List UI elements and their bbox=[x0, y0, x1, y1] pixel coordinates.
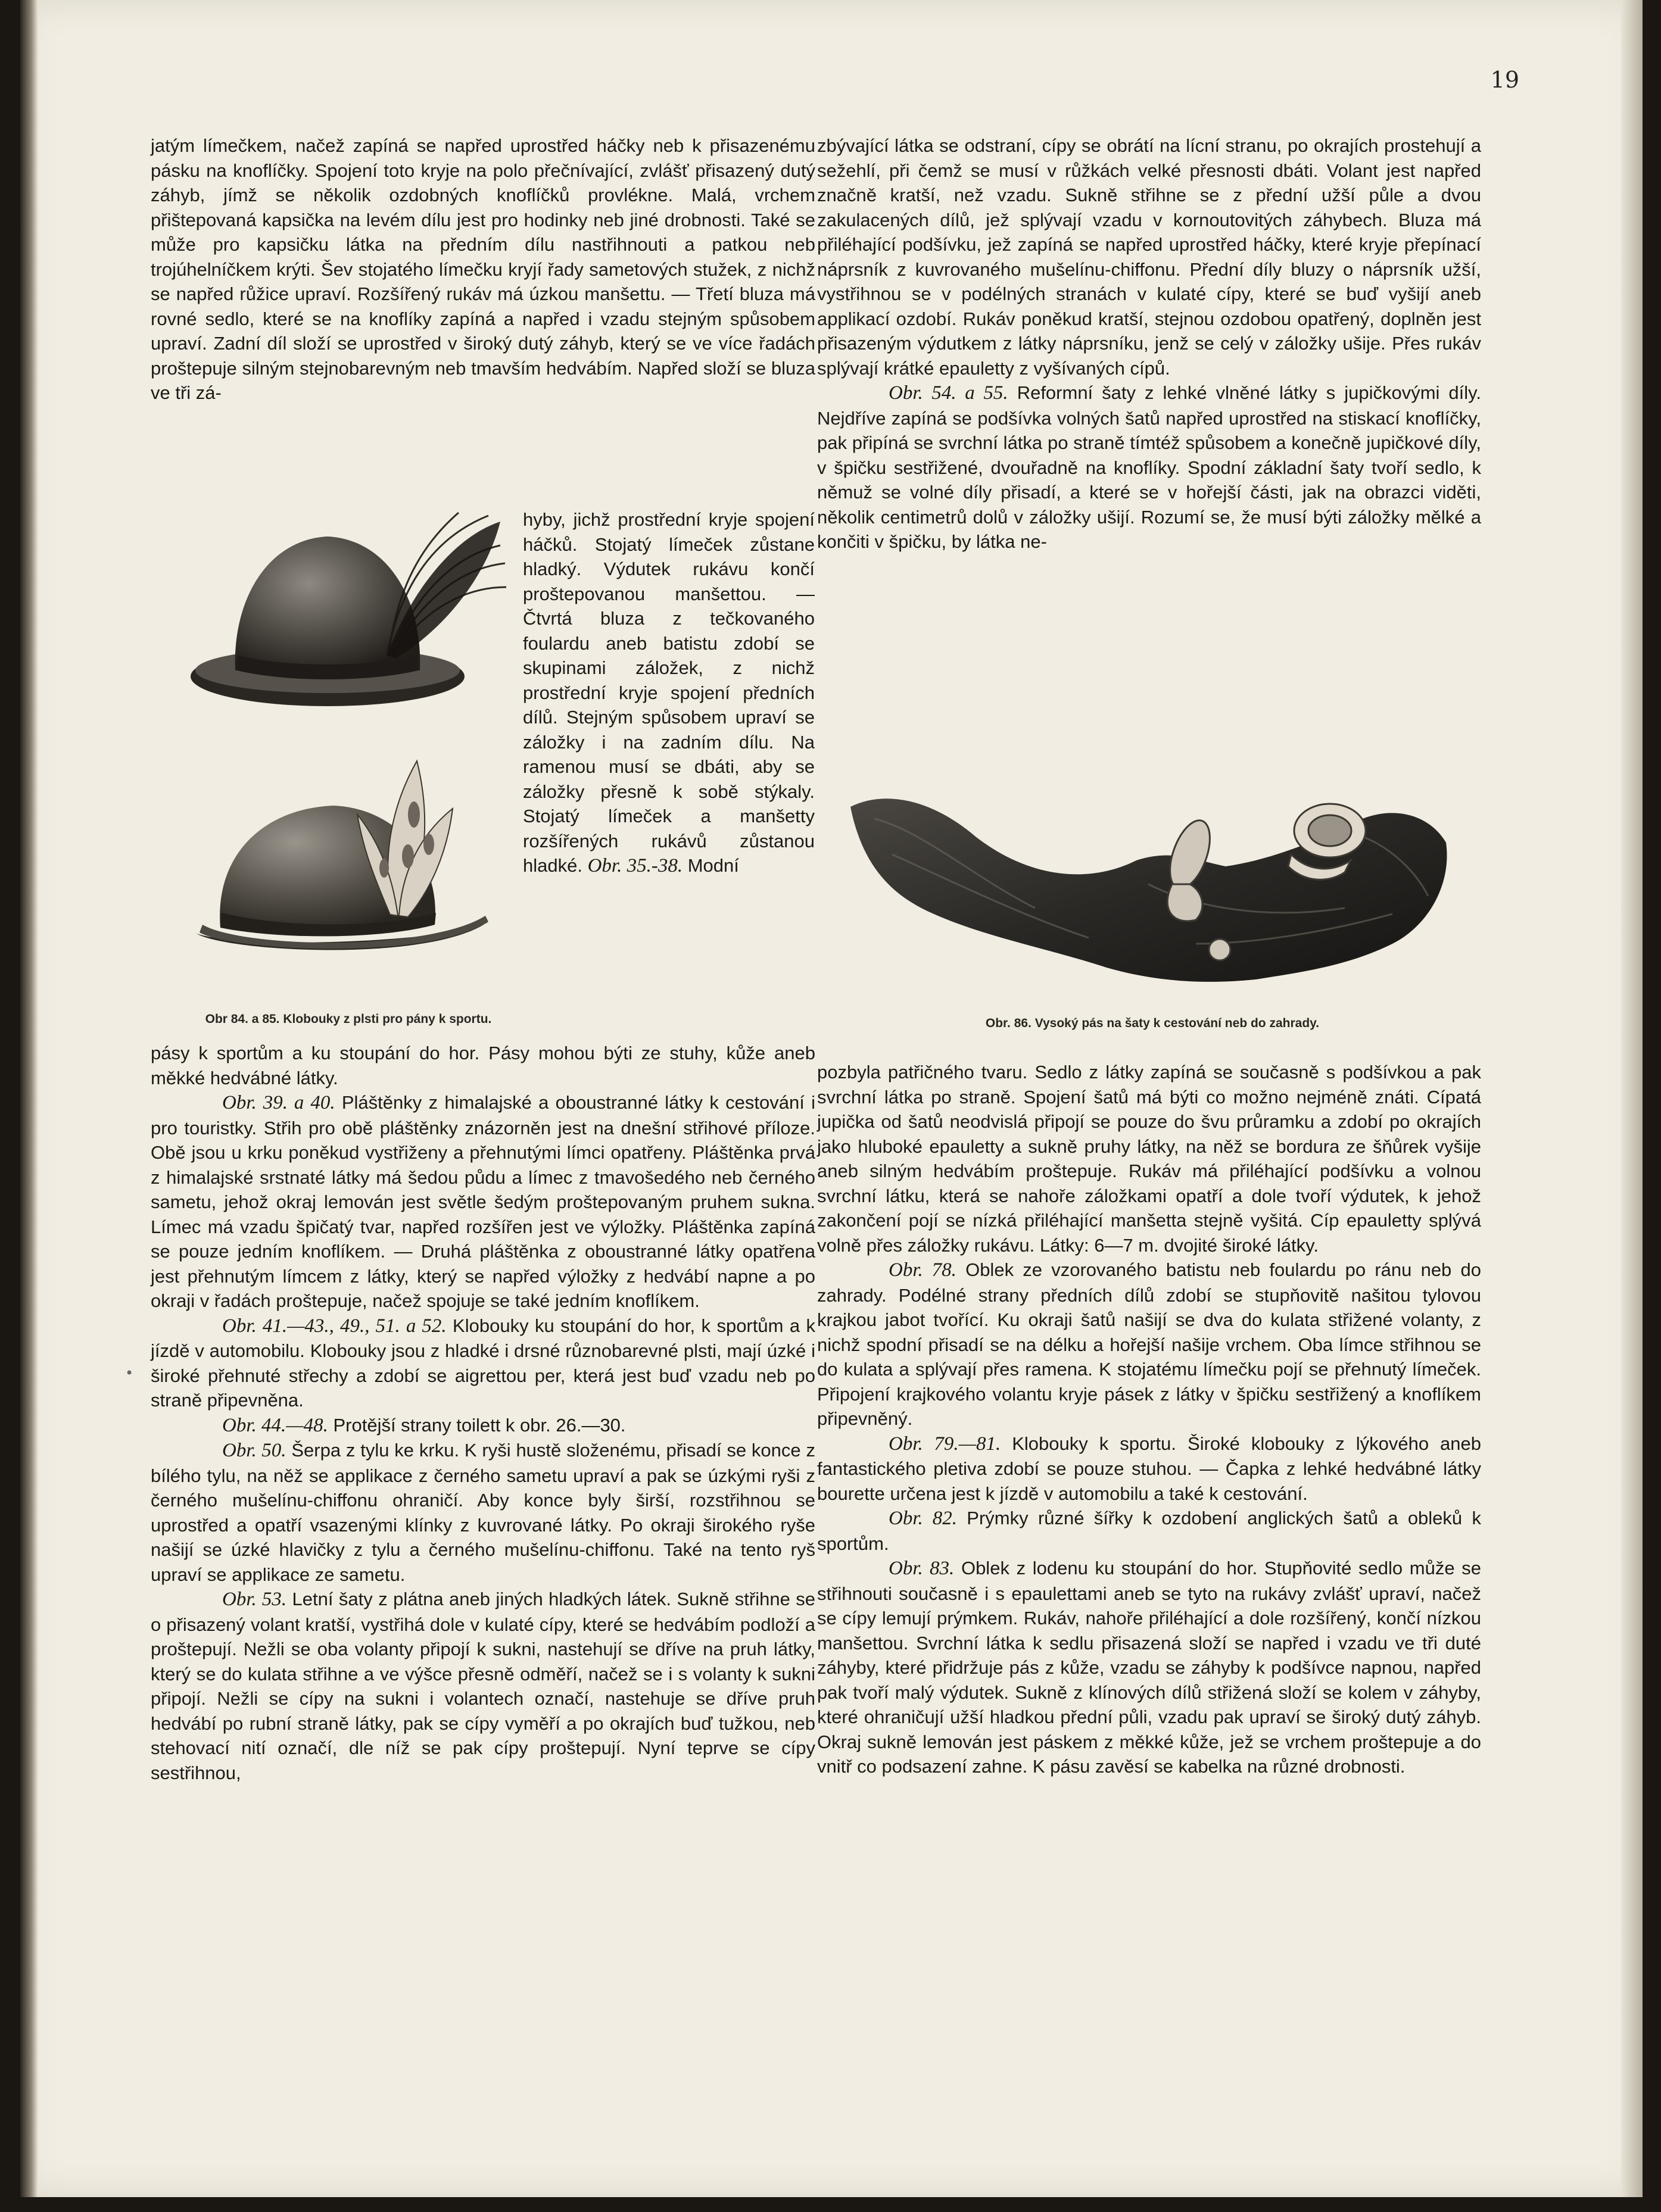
figure-reference: Obr. 83. bbox=[889, 1558, 955, 1579]
paragraph bbox=[817, 1060, 1481, 1258]
left-column-wrap-text bbox=[523, 507, 815, 879]
figure-caption-belt: Obr. 86. Vysoký pás na šaty k cestování neb do zahrady. bbox=[985, 1016, 1320, 1030]
paragraph-text: Modní bbox=[683, 855, 739, 876]
paragraph-text: Oblek z lodenu ku stoupání do hor. Stupňovité sedlo může se střihnouti současně i s epaulettami aneb se tyto na rukávy zvlášť upraví, načež se cípy lemují prýmkem. Rukáv, nahoře přiléhající a dole rozšířený, končí nízkou manšettou. Svrchní látka k sedlu přisazená složí se napřed i vzadu ve tři duté záhyby, které přidržuje pás z kůže, vzadu se záhyby k podšívce napnou, napřed pak tvoří malý výdutek. Sukně z klínových dílů střižená složí se kolem v záhyby, které ohraničují užší hladkou přední půli, vzadu pak upraví se široký dutý záhyb. Okraj sukně lemován jest páskem z měkké kůže, jež se vrchem proštepuje a do vnitř co podsazení zahne. K pásu zavěsí se kabelka na různé drobnosti. bbox=[817, 1558, 1481, 1777]
margin-dot: • bbox=[125, 1365, 134, 1381]
figure-reference: Obr. 50. bbox=[222, 1440, 286, 1461]
figure-reference: Obr. 82. bbox=[889, 1508, 957, 1529]
paragraph-text: Oblek ze vzorovaného batistu neb foulardu po ránu neb do zahrady. Podélné strany předních dílů zdobí se stupňovitě našitou tylovou krajkou jabot tvořící. Ku okraji šatů našijí se dva do kulata střižené volanty, z nichž spodní přisadí se na délku a hořejší našije vrchem. Oba límce střihnou se do kulata a splývají přes ramena. K stojatému límečku pojí se přehnutý límeček. Připojení krajkového volantu kryje pásek z látky v špičku sestřižený a knoflíkem připevněný. bbox=[817, 1259, 1481, 1429]
figure-reference: Obr. 44.—48. bbox=[222, 1414, 328, 1436]
paragraph bbox=[817, 380, 1481, 554]
left-column-bottom bbox=[151, 1041, 815, 1785]
paragraph bbox=[817, 133, 1481, 380]
paragraph bbox=[817, 1258, 1481, 1431]
figure-caption-hats: Obr 84. a 85. Klobouky z plsti pro pány k sportu. bbox=[205, 1012, 492, 1026]
paragraph-text: Reformní šaty z lehké vlněné látky s jupičkovými díly. Nejdříve zapíná se podšívka volných šatů napřed uprostřed na stiskací knoflíčky, pak připíná se svrchní látka po straně tímtéž spůsobem a konečně jupičkové díly, v špičku sestřižené, dvouřadně na knoflíky. Spodní základní šaty tvoří sedlo, k němuž se volné díly přisadí, a které se v hořejší části, jak na obrazci viděti, několik centimetrů dolů v záložky ušijí. Rozumí se, že musí býti záložky mělké a končiti v špičku, by látka ne- bbox=[817, 382, 1481, 552]
paragraph bbox=[817, 1506, 1481, 1556]
paragraph-text: Klobouky k sportu. Široké klobouky z lýkového aneb fantastického pletiva zdobí se pouze stuhou. — Čapka z lehké hedvábné látky bourette určena jest k jízdě v automobilu a také k cestování. bbox=[817, 1433, 1482, 1504]
paragraph-text: Šerpa z tylu ke krku. K ryši hustě složenému, přisadí se konce z bílého tylu, na něž se applikace z černého sametu upraví a pak se úzkými ryši z černého mušelínu-chiffonu ohraničí. Aby konce byly širší, rozstřihnou se uprostřed a opatří vsazenými klínky z kuvrované látky. Po okraji širokého ryše našijí se úzké hlavičky z tylu a černého mušelínu-chiffonu. Také na tento ryš upraví se applikace ze sametu. bbox=[151, 1440, 815, 1585]
paragraph-text: Pláštěnky z himalajské a oboustranné látky k cestování i pro touristky. Střih pro obě pláštěnky znázorněn jest na dnešní střihové příloze. Obě jsou u krku poněkud vystřiženy a přehnutými límci opatřeny. Pláštěnka prvá z himalajské srstnaté látky má šedou půdu a límec z tmavošedého neb černého sametu, jehož okraj lemován jest světle šedým proštepovaným pruhem sukna. Límec má vzadu špičatý tvar, napřed rozšířen jest ve výložky. Pláštěnka zapíná se pouze jedním knoflíkem. — Druhá pláštěnka z oboustranné látky opatřena jest přehnutým límcem z látky, který se napřed výložky z hedvábí napne a po okraji v řadách proštepuje, načež spojuje se také jedním knoflíkem. bbox=[151, 1092, 815, 1311]
paragraph-text: pásy k sportům a ku stoupání do hor. Pásy mohou býti ze stuhy, kůže aneb měkké hedvábné látky. bbox=[151, 1043, 815, 1088]
figure-reference: Obr. 41.—43., 49., 51. a 52. bbox=[222, 1315, 447, 1337]
figure-reference: Obr. 79.—81. bbox=[889, 1433, 1001, 1455]
hat-illustration-85 bbox=[179, 743, 512, 975]
paragraph bbox=[151, 1314, 815, 1413]
paragraph-text: Prýmky různé šířky k ozdobení anglických šatů a obleků k sportům. bbox=[817, 1508, 1481, 1554]
paragraph bbox=[151, 1413, 815, 1439]
figure-reference: Obr. 78. bbox=[889, 1259, 956, 1281]
paragraph bbox=[151, 1587, 815, 1785]
paragraph-text: Letní šaty z plátna aneb jiných hladkých látek. Sukně střihne se o přisazený volant kratší, vystřihá dole v kulaté cípy, které se hedvábím podloží a proštepují. Nežli se oba volanty připojí k sukni, nastehují se dříve na pruh látky, který se do kulata střihne a ve výšce přesně odměří, načež se i s volanty k sukni připojí. Nežli se cípy na sukni i volantech označí, nastehuje se dříve pruh hedvábí po rubní straně látky, pak se cípy vyměří a po okrajích buď tužkou, neb stehovací nití označí, dle níž se pak cípy proštepují. Nyní teprve se cípy sestřihnou, bbox=[151, 1589, 815, 1783]
paragraph: jatým límečkem, načež zapíná se napřed uprostřed háčky neb k přisazenému pásku na knoflíčky. Spojení toto kryje na polo přečnívající, zvlášť přisazený dutý záhyb, jímž se několik ozdobných knoflíčků provlékne. Malá, vrchem přištepovaná kapsička na levém dílu jest pro hodinky neb jiné drobnosti. Také se může pro kapsičku látka na předním dílu nastřihnouti a patkou neb trojúhelníčkem krýti. Šev stojatého límečku kryjí řady sametových stužek, z nichž se napřed růžice upraví. Rozšířený rukáv má úzkou manšettu. — Třetí bluza má rovné sedlo, které se na knoflíky zapíná a napřed i vzadu stejným spůsobem upraví. Zadní díl složí se uprostřed v široký dutý záhyb, který se ve více řadách proštepuje silným stejnobarevným neb tmavším hedvábím. Napřed složí se bluza ve tři zá- bbox=[151, 135, 815, 403]
paragraph bbox=[523, 507, 815, 879]
paragraph-text: Protější strany toilett k obr. 26.—30. bbox=[328, 1414, 626, 1436]
hat-illustration-84 bbox=[179, 504, 512, 718]
paragraph-text: zbývající látka se odstraní, cípy se obrátí na lícní stranu, po okrajích prostehují a sežehlí, při čemž se musí v růžkách velké přesnosti dbáti. Volant jest napřed značně kratší, než vzadu. Sukně střihne se z přední užší půle a dvou zakulacených dílů, jež splývají vzadu v kornoutovitých záhybech. Bluza má přiléhající podšívku, jež zapíná se napřed uprostřed háčky, které kryje přepínací náprsník z kuvrovaného mušelínu-chiffonu. Přední díly bluzy o náprsník užší, vystřihnou se v podélných stranách v kulaté cípy, které se buď vyšijí aneb applikací ozdobí. Rukáv poněkud kratší, stejnou ozdobou opatřený, doplněn jest přisazeným výdutkem z látky náprsníku, jenž se celý v záložky ušije. Přes rukáv splývají krátké epauletty z vyšívaných cípů. bbox=[817, 135, 1481, 379]
paragraph bbox=[817, 1556, 1481, 1779]
belt-illustration-86 bbox=[839, 765, 1458, 994]
figure-reference: Obr. 35.-38. bbox=[587, 855, 683, 876]
page-edge bbox=[1621, 0, 1643, 2197]
paragraph bbox=[151, 1090, 815, 1314]
paragraph-text: Klobouky ku stoupání do hor, k sportům a k jízdě v automobilu. Klobouky jsou z hladké i drsné různobarevné plsti, mají úzké i široké přehnuté střechy a zdobí se aigrettou per, která jest buď vzadu neb po straně připevněna. bbox=[151, 1315, 816, 1411]
right-column-bottom bbox=[817, 1060, 1481, 1779]
figure-reference: Obr. 53. bbox=[222, 1589, 287, 1610]
binding-shadow bbox=[20, 0, 38, 2197]
figure-reference: Obr. 39. a 40. bbox=[222, 1092, 335, 1113]
right-column-top bbox=[817, 133, 1481, 554]
figure-reference: Obr. 54. a 55. bbox=[889, 382, 1008, 404]
paragraph bbox=[817, 1431, 1481, 1506]
paragraph bbox=[151, 1041, 815, 1090]
paragraph-text: pozbyla patřičného tvaru. Sedlo z látky zapíná se současně s podšívkou a pak svrchní látka po straně. Spojení šatů má býti co možno nejméně znáti. Cípatá jupička od šatů neodvislá připojí se pouze do švu průramku a zdobí po okrajích jako hluboké epauletty a sukně pruhy látky, na něž se bordura ze šňůrek vyšije aneb silným hedvábím proštepuje. Rukáv má přiléhající podšívku a volnou svrchní látku, která se nahoře záložkami opatří a dole tvoří výdutek, k jehož zakončení pojí se nízká přiléhající manšetta stejně vyšitá. Cíp epauletty splývá volně přes záložky rukávu. Látky: 6—7 m. dvojité široké látky. bbox=[817, 1062, 1481, 1256]
left-column-top bbox=[151, 133, 815, 405]
paragraph-text: hyby, jichž prostřední kryje spojení háčků. Stojatý límeček zůstane hladký. Výdutek rukávu končí proštepovanou manšettou. — Čtvrtá bluza z tečkovaného foulardu aneb batistu zdobí se skupinami záložek, z nichž prostřední kryje spojení předních dílů. Stejným spůsobem upraví se záložky i na zadním dílu. Na ramenou musí se dbáti, aby se záložky přesně k sobě stýkaly. Stojatý límeček a manšetty rozšířených rukávů zůstanou hladké. bbox=[523, 509, 815, 876]
paragraph bbox=[151, 1438, 815, 1587]
page-number: 19 bbox=[1490, 67, 1519, 93]
